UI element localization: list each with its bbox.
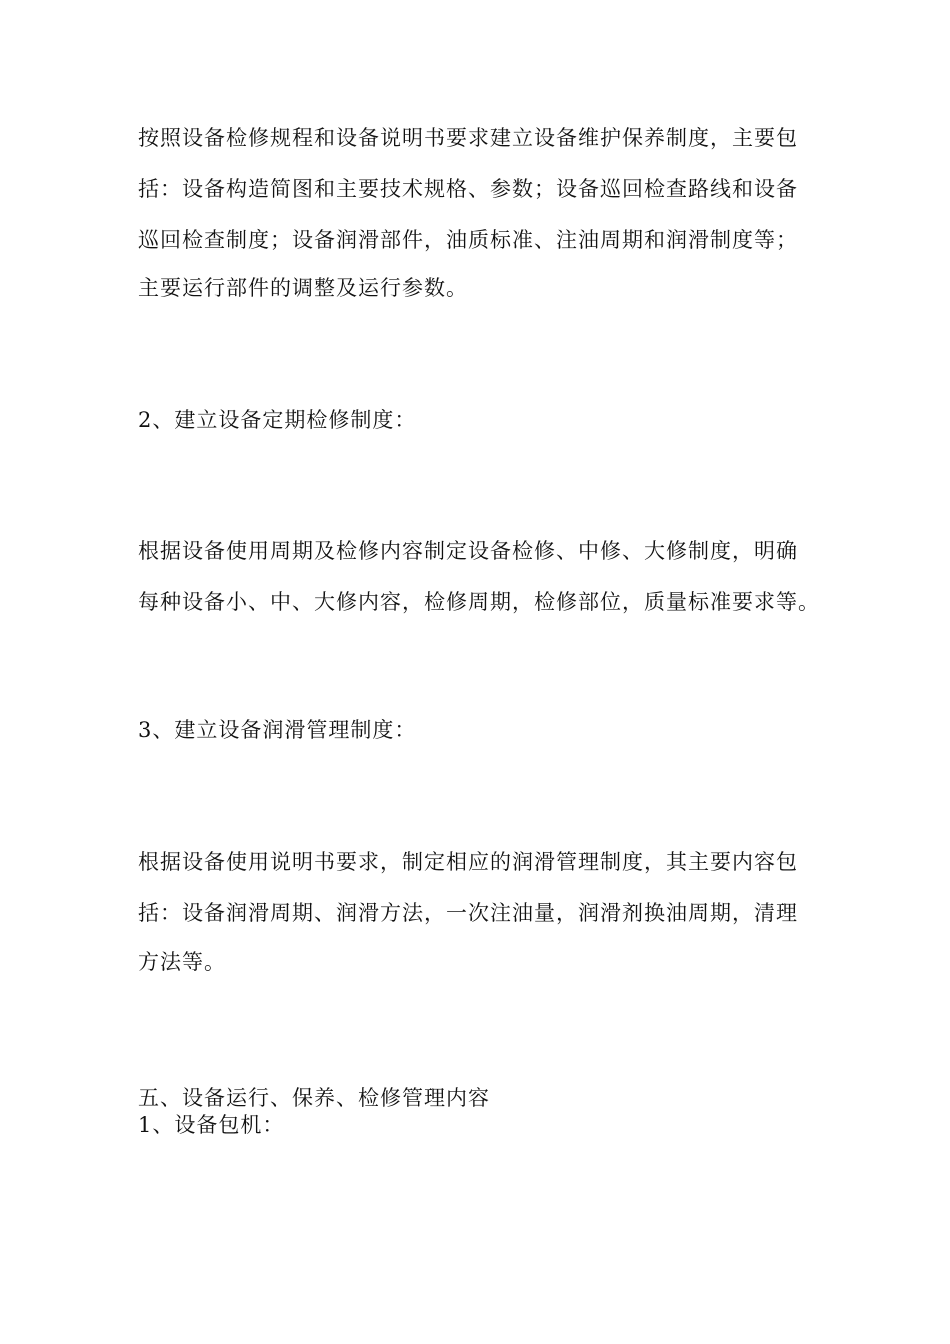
section-heading-2: 2、建立设备定期检修制度： [138,408,417,432]
section-5-title: 五、设备运行、保养、检修管理内容 [138,1086,490,1110]
paragraph-2-line-1: 根据设备使用周期及检修内容制定设备检修、中修、大修制度，明确 [138,539,798,563]
section-heading-3: 3、建立设备润滑管理制度： [138,718,417,742]
paragraph-3-line-3: 方法等。 [138,950,226,974]
paragraph-1-line-3: 巡回检查制度；设备润滑部件，油质标准、注油周期和润滑制度等； [138,228,798,252]
paragraph-2-line-2: 每种设备小、中、大修内容，检修周期，检修部位，质量标准要求等。 [138,590,820,614]
paragraph-3-line-2: 括：设备润滑周期、润滑方法，一次注油量，润滑剂换油周期，清理 [138,901,798,925]
paragraph-1-line-4: 主要运行部件的调整及运行参数。 [138,276,468,300]
paragraph-3-line-1: 根据设备使用说明书要求，制定相应的润滑管理制度，其主要内容包 [138,850,798,874]
paragraph-1-line-1: 按照设备检修规程和设备说明书要求建立设备维护保养制度，主要包 [138,126,798,150]
section-5-item-1: 1、设备包机： [138,1113,285,1137]
paragraph-1-line-2: 括：设备构造简图和主要技术规格、参数；设备巡回检查路线和设备 [138,177,798,201]
